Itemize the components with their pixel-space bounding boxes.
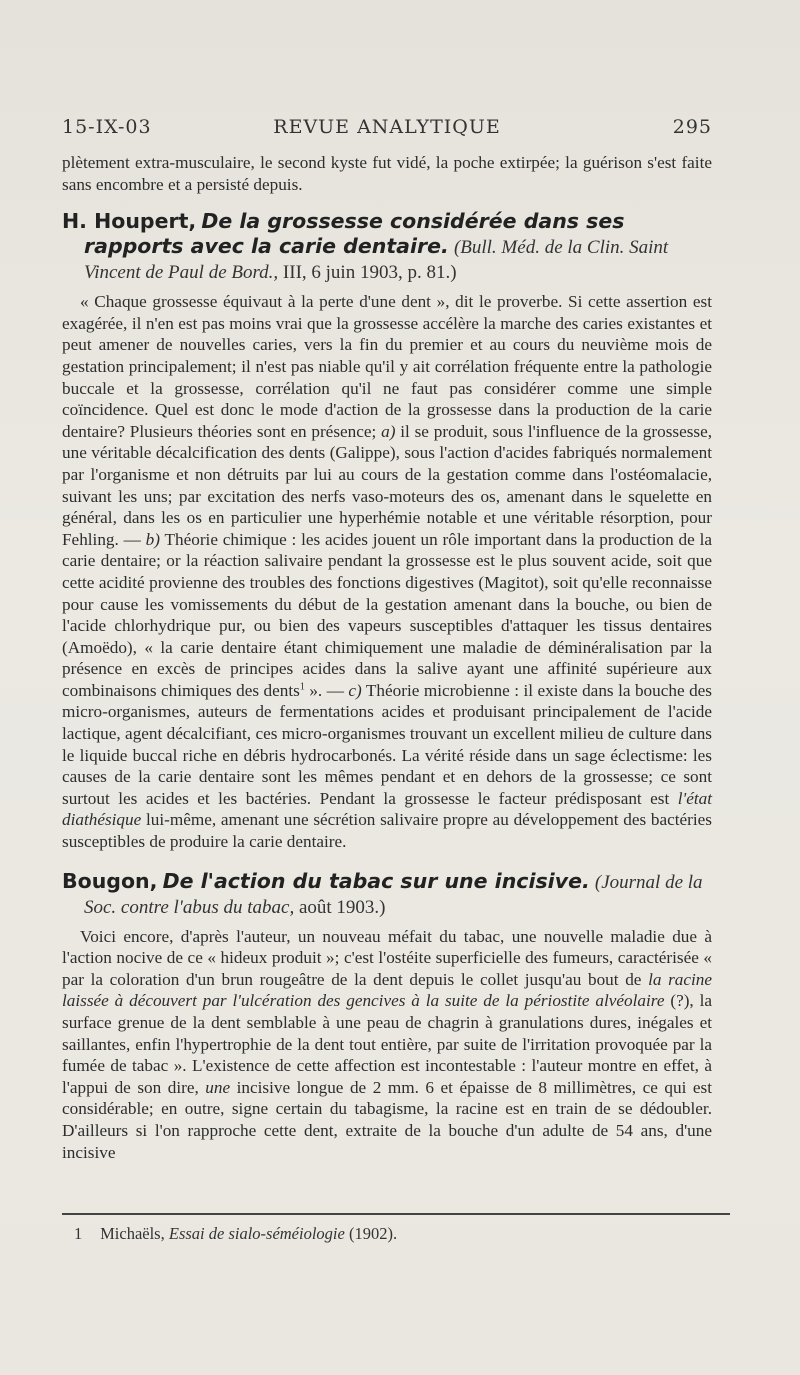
text-run: « Chaque grossesse équivaut à la perte d'une dent », dit le proverbe. Si cette assertion est exagérée, il n'en est pas moins vrai que la grossesse accélère la marche des caries existantes et peut amener de nouvelles caries, vers la fin du premier et au cours du neuvième mois de gestation principalement; il n'est pas niable qu'il y ait corrélation fréquente entre la pathologie buccale et la grossesse, corrélation qu'il ne faut pas considérer comme une simple coïncidence. Quel est donc le mode d'action de la grossesse dans la production de la carie dentaire? Plusieurs théories sont en présence;	[62, 292, 712, 441]
header-date: 15-IX-03	[62, 116, 152, 138]
footnote-divider	[62, 1213, 730, 1215]
text-run: il se produit, sous l'influence de la grossesse, une véritable décalcification des dents (Galippe), sous l'action d'acides fabriqués normalement par l'organisme et non détruits par lui au cours de la gestation comme dans l'ostéomalacie, suivant les uns; par excitation des nerfs vaso-moteurs des os, amenant dans le squelette en général, dans les os en particulier une hyperhémie notable et une véritable résorption, pour Fehling. —	[62, 421, 713, 549]
source-journal: (Journal de la Soc. contre l'abus du tabac,	[84, 871, 703, 918]
footnote-title: Essai de sialo-séméiologie	[168, 1224, 345, 1243]
text-run: Théorie chimique : les acides jouent un rôle important dans la production de la carie dentaire; or la réaction salivaire pendant la grossesse est le plus souvent acide, soit que cette acidité provienne des troubles des fonctions digestives (Magitot), soit qu'elle reconnaisse pour cause les vomissements du début de la gestation amenant dans la bouche, ou bien de l'acide chlorhydrique pur, ou bien des vapeurs susceptibles d'attaquer les tissus dentaires (Amoëdo), « la carie dentaire étant chimiquement une maladie de déminéralisation par la présence en excès de principes acides dans la salive ayant une affinité supérieure aux combinaisons chimiques des dents	[62, 529, 712, 700]
text-run: incisive longue de 2 mm. 6 et épaisse de 8 millimètres, ce qui est considérable; en outre, signe certain du tabagisme, la racine est en train de se dédoubler. D'ailleurs si l'on rapproche cette dent, extraite de la bouche d'un adulte de 54 ans, d'une incisive	[62, 1077, 712, 1162]
entry-heading-bougon	[62, 869, 712, 920]
footnote-number: 1	[74, 1224, 83, 1243]
footnote	[74, 1224, 714, 1244]
page-body	[62, 152, 712, 1163]
running-title: REVUE ANALYTIQUE	[273, 116, 501, 138]
entry-paragraph	[62, 926, 712, 1164]
item-label: a)	[381, 421, 396, 441]
footnote-year: (1902).	[348, 1224, 398, 1243]
emphasis: la racine laissée à découvert par l'ulcération des gencives à la suite de la périostite alvéolaire	[62, 969, 713, 1011]
text-run: Théorie microbienne : il existe dans la bouche des micro-organismes, auteurs de fermentations acides et produisant principalement de l'acide lactique, agent décalcifiant, ces micro-organismes trouvant un excellent milieu de culture dans le liquide buccal riche en débris hydrocarbonés. La vérité réside dans un sage éclectisme: les causes de la carie dentaire sont les mêmes pendant et en dehors de la grossesse; ce sont surtout les acides et les bactéries. Pendant la grossesse le facteur prédisposant est	[62, 680, 712, 808]
running-header	[62, 116, 712, 146]
entry-paragraph	[62, 291, 712, 852]
item-label: b)	[145, 529, 160, 549]
text-run: Voici encore, d'après l'auteur, un nouveau méfait du tabac, une nouvelle maladie due à l'action nocive de ce « hideux produit »; c'est l'ostéite superficielle des fumeurs, caractérisée « par la coloration d'un brun rougeâtre de la dent depuis le collet jusqu'au bout de	[62, 926, 712, 989]
entry-title: De l'action du tabac sur une incisive.	[162, 868, 590, 893]
text-run: lui-même, amenant une sécrétion salivaire propre au développement des bactéries susceptibles de produire la carie dentaire.	[62, 810, 713, 852]
entry-heading-houpert	[62, 209, 712, 285]
footnote-author: Michaëls,	[100, 1224, 165, 1243]
source-journal: (Bull. Méd. de la Clin. Saint Vincent de Paul de Bord.,	[84, 237, 669, 284]
item-label: c)	[348, 680, 362, 700]
entry-author: H. Houpert,	[62, 209, 197, 234]
emphasis: l'état diathésique	[62, 788, 713, 830]
page-number: 295	[672, 116, 712, 138]
footnote-reference[interactable]: 1	[299, 681, 305, 693]
source-details: III, 6 juin 1903, p. 81.)	[282, 262, 457, 284]
continuation-paragraph: plètement extra-musculaire, le second kyste fut vidé, la poche extirpée; la guérison s'est faite sans encombre et a persisté depuis.	[62, 153, 712, 194]
emphasis: une	[205, 1077, 231, 1097]
entry-author: Bougon,	[62, 868, 158, 893]
source-details: août 1903.)	[298, 896, 386, 918]
entry-title: De la grossesse considérée dans ses rapports avec la carie dentaire.	[84, 209, 625, 259]
text-run: ». —	[309, 680, 344, 700]
text-run: (?), la surface grenue de la dent semblable à une peau de chagrin à granulations dures, inégales et saillantes, enfin l'hypertrophie de la dent tout entière, par suite de l'irritation provoquée par la fumée de tabac ». L'existence de cette affection est incontestable : l'auteur montre en effet, à l'appui de son dire,	[62, 991, 713, 1097]
